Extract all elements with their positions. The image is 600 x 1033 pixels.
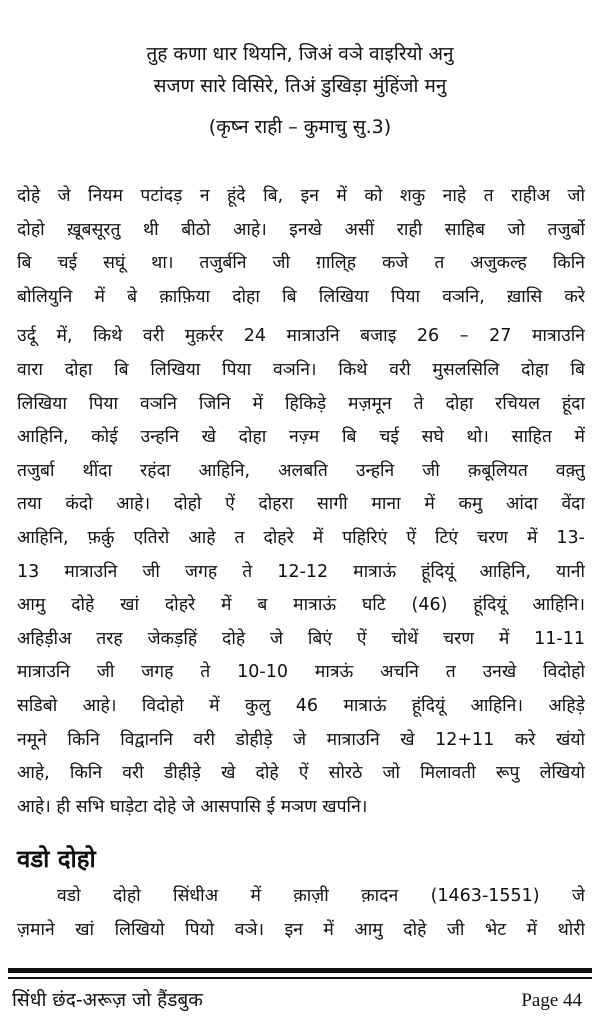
paragraph-line: ज़माने खां लिखियो पियो वञे। इन में आमु दोहे जी भेट में थोरी bbox=[17, 919, 585, 940]
paragraph-line: नमूने किनि विद्वाननि वरी डोहीड़े जे मात्राउनि खे 12+11 करे खंयो bbox=[17, 729, 585, 750]
footer-book-title: सिंधी छंद-अरूज़ जो हैंडबुक bbox=[12, 989, 203, 1011]
body-paragraph bbox=[17, 180, 585, 824]
paragraph-line: अहिड़ीअ तरह जेकड़हिं दोहे जे बिएं ऐं चोथें चरण में 11-11 bbox=[17, 628, 585, 649]
paragraph-line: उर्दू में, किथे वरी मुक़र्रर 24 मात्राउनि बजाइ 26 – 27 मात्राउनि bbox=[17, 326, 585, 347]
paragraph-line: बोलियुनि में बे क़ाफ़िया दोहा बि लिखिया पिया वञनि, ख़ासि करे bbox=[17, 286, 585, 307]
paragraph-line: आमु दोहे खां दोहरे में ब मात्राऊं घटि (46) हूंदियूं आहिनि। bbox=[17, 595, 585, 616]
paragraph-line: सडिबो आहे। विदोहो में कुलु 46 मात्राऊं हूंदियूं आहिनि। अहिड़े bbox=[17, 695, 585, 716]
footer-rule-thin bbox=[8, 977, 592, 979]
paragraph-line: तजुर्बा थींदा रहंदा आहिनि, अलबति उन्हनि जी क़बूलियत वक़्तु bbox=[17, 460, 585, 481]
section-heading: वडो दोहो bbox=[17, 845, 96, 873]
paragraph-line: दोहे जे नियम पटांदड़ न हूंदे बि, इन में को शकु नाहे त राहीअ जो bbox=[17, 186, 585, 206]
paragraph-line: वडो दोहो सिंधीअ में क़ाज़ी क़ादन (1463-1551) जे bbox=[57, 886, 585, 906]
paragraph-line: आहिनि, कोई उन्हनि खे दोहा नज़्म बि चई सघे थो। साहित में bbox=[17, 427, 585, 448]
poem-citation: (कृष्न राही – कुमाचु सु.3) bbox=[208, 116, 392, 138]
paragraph-line: 13 मात्राउनि जी जगह ते 12-12 मात्राऊं हूंदियूं आहिनि, यानी bbox=[17, 561, 585, 582]
paragraph-line: आहे, किनि वरी डीहीड़े खे दोहे ऐं सोरठे जो मिलावती रूपु लेखियो bbox=[17, 763, 585, 784]
paragraph-line: आहे। ही सभि घाड़ेटा दोहे जे आसपासि ई मञण खपनि। bbox=[17, 796, 368, 817]
paragraph-line: दोहो ख़ूबसूरतु थी बीठो आहे। इनखे असीं राही साहिब जो तजुर्बो bbox=[17, 219, 585, 240]
footer-rule-thick bbox=[8, 968, 592, 973]
paragraph-line: बि चई सघूं था। तजुर्बनि जी ग़ालि्ह कजे त अजुकल्ह किनि bbox=[17, 253, 585, 274]
footer-page-number: Page 44 bbox=[521, 990, 582, 1011]
paragraph-line: वारा दोहा बि लिखिया पिया वञनि। किथे वरी मुसलसिलि दोहा बि bbox=[17, 359, 585, 380]
section-paragraph bbox=[17, 880, 585, 947]
paragraph-line: लिखिया पिया वञनि जिनि में हिकिड़े मज़मून ते दोहा रचियल हूंदा bbox=[17, 393, 585, 414]
poem-line: तुह कणा धार थियनि, जिअं वञे वाइरियो अनु bbox=[146, 43, 454, 65]
poem-line: सजण सारे विसिरे, तिअं डुखिड़ा मुंहिंजो मनु bbox=[153, 75, 447, 97]
paragraph-line: तया कंदो आहे। दोहो ऐं दोहरा सागी माना में कमु आंदा वेंदा bbox=[17, 494, 585, 515]
paragraph-line: मात्राउनि जी जगह ते 10-10 मात्रऊं अचनि त उनखे विदोहो bbox=[17, 662, 585, 683]
poem-block bbox=[0, 38, 600, 142]
paragraph-line: आहिनि, फ़र्क़ु एतिरो आहे त दोहरे में पहिरिएं ऐं टिएं चरण में 13- bbox=[17, 527, 585, 548]
